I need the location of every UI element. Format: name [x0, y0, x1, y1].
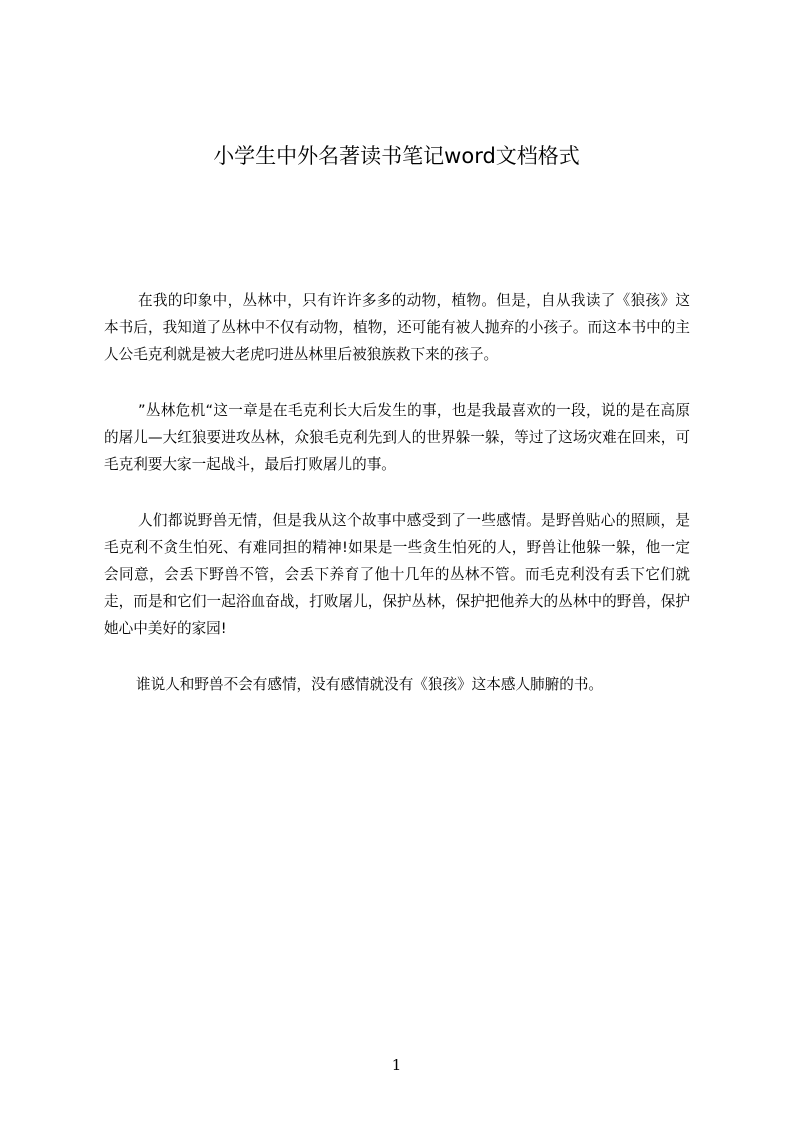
page-number: 1	[391, 1056, 402, 1074]
paragraph-4: 谁说人和野兽不会有感情，没有感情就没有《狼孩》这本感人肺腑的书。	[136, 676, 604, 693]
document-body	[104, 287, 690, 727]
paragraph-3: 人们都说野兽无情，但是我从这个故事中感受到了一些感情。是野兽贴心的照顾，是毛克利不贪生怕死、有难同担的精神!如果是一些贪生怕死的人，野兽让他躲一躲，他一定会同意，会丢下野兽不管，会丢下养育了他十几年的丛林不管。而毛克利没有丢下它们就走，而是和它们一起浴血奋战，打败屠儿，保护丛林，保护把他养大的丛林中的野兽，保护她心中美好的家园!	[104, 512, 690, 637]
paragraph-1: 在我的印象中，丛林中，只有许许多多的动物，植物。但是，自从我读了《狼孩》这本书后，我知道了丛林中不仅有动物，植物，还可能有被人抛弃的小孩子。而这本书中的主人公毛克利就是被大老虎叼进丛林里后被狼族救下来的孩子。	[104, 292, 690, 363]
paragraph-2: ”丛林危机“这一章是在毛克利长大后发生的事，也是我最喜欢的一段，说的是在高原的屠儿—大红狼要进攻丛林，众狼毛克利先到人的世界躲一躲，等过了这场灾难在回来，可毛克利要大家一起战斗，最后打败屠儿的事。	[104, 402, 690, 473]
document-title: 小学生中外名著读书笔记word文档格式	[213, 144, 580, 168]
